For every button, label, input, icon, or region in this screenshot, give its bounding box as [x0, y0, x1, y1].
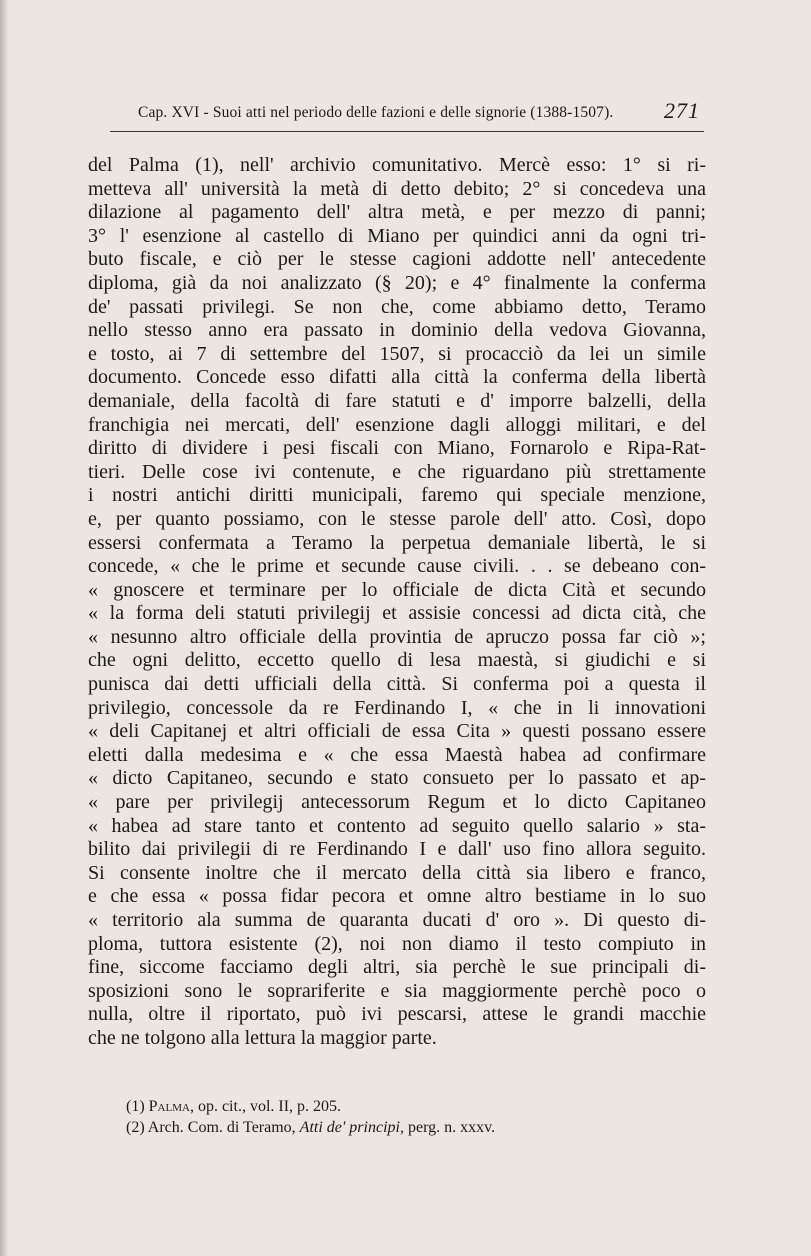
text-line: e, per quanto possiamo, con le stesse parole dell' atto. Così, dopo — [88, 507, 706, 530]
text-line: franchigia nei mercati, dell' esenzione dagli alloggi militari, e del — [88, 413, 706, 436]
footnote-1 — [126, 1096, 686, 1117]
text-line: che ogni delitto, eccetto quello di lesa maestà, si giudichi e si — [88, 649, 706, 672]
text-line: « deli Capitanej et altri officiali de essa Cita » questi possano essere — [88, 720, 706, 743]
footnote-citation-end: perg. n. xxxv. — [403, 1119, 496, 1136]
text-line: diploma, già da noi analizzato (§ 20); e 4° finalmente la conferma — [88, 271, 706, 294]
page-binding-edge — [0, 0, 8, 1256]
text-line: eletti dalla medesima e « che essa Maestà habea ad confirmare — [88, 743, 706, 766]
text-line: de' passati privilegi. Se non che, come abbiamo detto, Teramo — [88, 295, 706, 318]
footnote-work-title: Atti de' principi, — [299, 1119, 404, 1136]
text-line: bilito dai privilegii di re Ferdinando I e dall' uso fino allora seguito. — [88, 838, 706, 861]
text-line: demaniale, della facoltà di fare statuti e d' imporre balzelli, della — [88, 389, 706, 412]
text-line: sposizioni sono le soprariferite e sia maggiormente perchè poco o — [88, 979, 706, 1002]
running-head — [110, 96, 704, 132]
text-line: « la forma deli statuti privilegij et assisie concessi ad dicta cità, che — [88, 602, 706, 625]
footnote-marker: (1) — [126, 1098, 145, 1115]
body-text — [88, 154, 706, 1051]
text-line: essersi confermata a Teramo la perpetua demaniale libertà, le si — [88, 531, 706, 554]
text-line: buto fiscale, e ciò per le stesse cagioni addotte nell' antecedente — [88, 248, 706, 271]
text-line: 3° l' esenzione al castello di Miano per quindici anni da ogni tri- — [88, 224, 706, 247]
text-line: privilegio, concessole da re Ferdinando I, « che in li innovationi — [88, 696, 706, 719]
text-line: metteva all' università la metà di detto debito; 2° si concedeva una — [88, 177, 706, 200]
text-line: e che essa « possa fidar pecora et omne altro bestiame in lo suo — [88, 885, 706, 908]
text-line: punisca dai detti ufficiali della città. Si conferma poi a questa il — [88, 673, 706, 696]
text-line: nello stesso anno era passato in dominio della vedova Giovanna, — [88, 319, 706, 342]
text-line: « habea ad stare tanto et contento ad seguito quello salario » sta- — [88, 814, 706, 837]
footnote-citation: , op. cit., vol. II, p. 205. — [189, 1098, 342, 1115]
text-line: concede, « che le prime et secunde cause civili. . . se debeano con- — [88, 555, 706, 578]
text-line: del Palma (1), nell' archivio comunitativo. Mercè esso: 1° si ri- — [88, 154, 706, 176]
text-line: fine, siccome facciamo degli altri, sia perchè le sue principali di- — [88, 956, 706, 979]
text-line: « territorio ala summa de quaranta ducati d' oro ». Di questo di- — [88, 909, 706, 931]
header-rule — [110, 131, 704, 132]
text-line: e tosto, ai 7 di settembre del 1507, si procacciò da lei un simile — [88, 342, 706, 365]
text-line: i nostri antichi diritti municipali, faremo qui speciale menzione, — [88, 484, 706, 507]
text-line: « dicto Capitaneo, secundo e stato consueto per lo passato et ap- — [88, 767, 706, 790]
chapter-title: Cap. XVI - Suoi atti nel periodo delle fazioni e delle signorie (1388-1507). — [138, 104, 614, 121]
footnotes — [126, 1096, 686, 1138]
text-line: ploma, tuttora esistente (2), noi non diamo il testo compiuto in — [88, 932, 706, 955]
footnote-author: Palma — [148, 1098, 190, 1115]
text-line: « gnoscere et terminare per lo officiale de dicta Cità et secundo — [88, 578, 706, 601]
text-line: Si consente inoltre che il mercato della città sia libero e franco, — [88, 861, 706, 884]
text-line: documento. Concede esso difatti alla città la conferma della libertà — [88, 366, 706, 389]
text-line: « pare per privilegij antecessorum Regum et lo dicto Capitaneo — [88, 791, 706, 814]
page-number: 271 — [664, 98, 700, 123]
text-line: nulla, oltre il riportato, può ivi pescarsi, attese le grandi macchie — [88, 1003, 706, 1026]
text-line: diritto di dividere i pesi fiscali con Miano, Fornarolo e Ripa-Rat- — [88, 437, 706, 460]
footnote-marker: (2) — [126, 1119, 145, 1136]
footnote-2 — [126, 1117, 686, 1138]
text-line: dilazione al pagamento dell' altra metà, e per mezzo di panni; — [88, 201, 706, 224]
text-line: « nesunno altro officiale della provintia de apruczo possa far ciò »; — [88, 625, 706, 648]
text-line: che ne tolgono alla lettura la maggior parte. — [88, 1026, 437, 1049]
footnote-citation: Arch. Com. di Teramo, — [147, 1119, 300, 1136]
text-line: tieri. Delle cose ivi contenute, e che riguardano più strettamente — [88, 460, 706, 483]
